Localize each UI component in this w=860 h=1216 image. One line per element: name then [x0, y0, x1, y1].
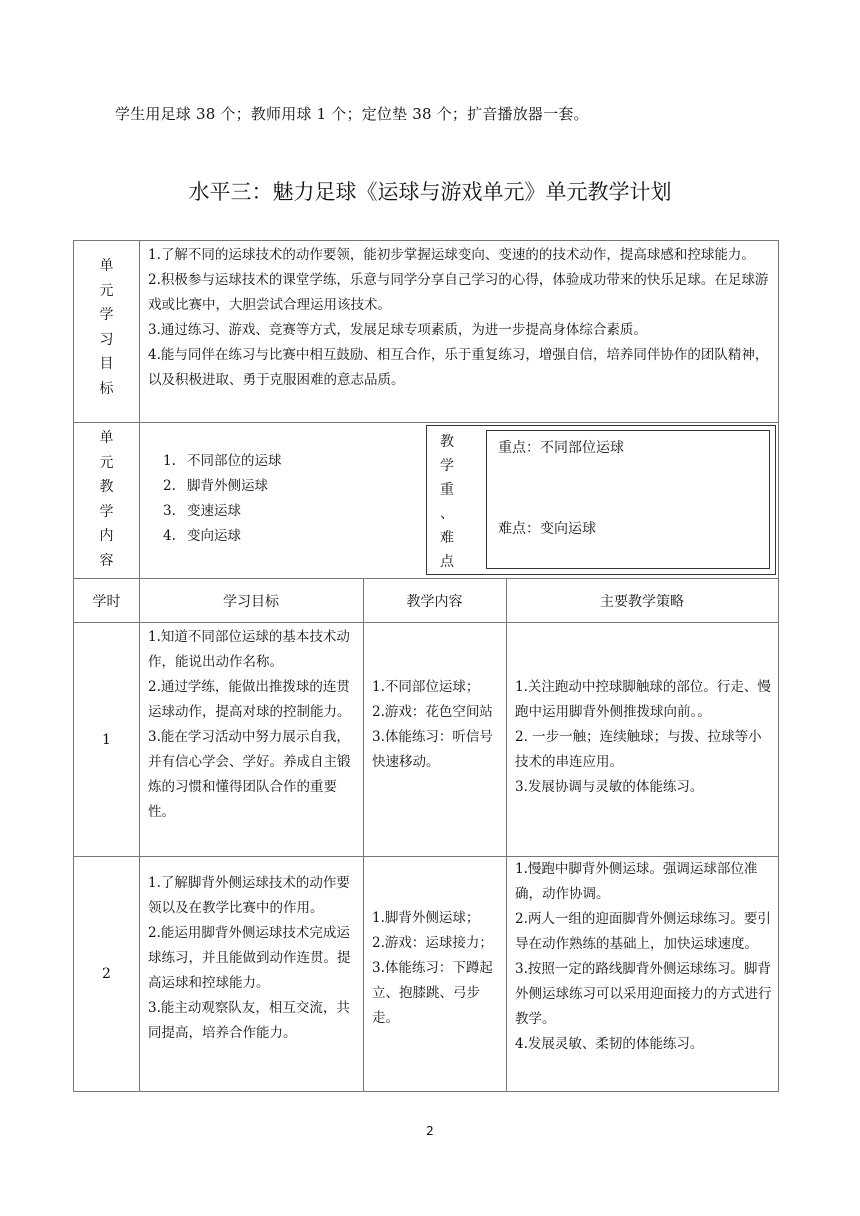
row-strategy-item: 2. 一步一触；连续触球；与拨、拉球等小技术的串连应用。: [515, 729, 762, 770]
label-char: 目: [99, 356, 114, 372]
page-number: 2: [426, 1124, 434, 1138]
goal-item: 4.能与同伴在练习与比赛中相互鼓励、相互合作，乐于重复练习，增强自信，培养同伴协作的团队精神，以及积极进取、勇于克服困难的意志品质。: [148, 347, 769, 388]
content-item-number: 1.: [163, 453, 176, 469]
row2-content: [372, 906, 501, 1031]
content-label-cell: [73, 422, 140, 579]
label-char: 学: [440, 458, 454, 474]
goals-label-cell: [73, 240, 140, 423]
row2-period: [73, 856, 140, 1092]
row-content-item: 3.体能练习：听信号快速移动。: [372, 729, 493, 770]
row1-goals: [148, 625, 357, 825]
row-content-item: 1.脚背外侧运球；: [372, 910, 480, 926]
row-content-item: 1.不同部位运球；: [372, 679, 480, 695]
label-char: 重: [440, 482, 454, 498]
keypoints-box: [426, 425, 776, 575]
label-char: 教: [440, 434, 454, 450]
row1-period: [73, 622, 140, 857]
row-goal-item: 2.能运用脚背外侧运球技术完成运球练习，并且能做到动作连贯。提高运球和控球能力。: [148, 925, 351, 991]
intro-line: 学生用足球 38 个；教师用球 1 个；定位垫 38 个；扩音播放器一套。: [115, 105, 589, 123]
content-item-text: 不同部位的运球: [187, 453, 282, 469]
label-char: 元: [99, 282, 114, 299]
goal-item: 1.了解不同的运球技术的动作要领，能初步掌握运球变向、变速的的技术动作，提高球感和控球能力。: [148, 247, 755, 263]
row-strategy-item: 1.关注跑动中控球脚触球的部位。行走、慢跑中运用脚背外侧推拨球向前。。: [515, 679, 771, 720]
content-cell: [139, 422, 425, 579]
label-char: 单: [99, 430, 114, 446]
row-goal-item: 1.了解脚背外侧运球技术的动作要领以及在教学比赛中的作用。: [148, 875, 350, 916]
label-char: 习: [99, 331, 114, 348]
label-char: 单: [99, 258, 114, 274]
keypoints-label: [432, 430, 462, 574]
row2-period-text: 2: [102, 966, 111, 982]
label-char: 教: [99, 479, 114, 495]
header-content: 教学内容: [363, 578, 507, 623]
row-strategy-item: 3.按照一定的路线脚背外侧运球练习。脚背外侧运球练习可以采用迎面接力的方式进行教学。: [515, 961, 772, 1027]
goal-item: 2.积极参与运球技术的课堂学练，乐意与同学分享自己学习的心得，体验成功带来的快乐足球。在足球游戏或比赛中，大胆尝试合理运用该技术。: [148, 272, 769, 313]
goals-cell: [139, 240, 779, 423]
content-item-number: 3.: [163, 503, 176, 519]
row2-strategy-cell: [506, 856, 779, 1092]
header-strategy: 主要教学策略: [506, 578, 779, 623]
content-item: [163, 524, 425, 549]
label-char: 容: [99, 552, 114, 569]
page-title: 水平三：魅力足球《运球与游戏单元》单元教学计划: [188, 180, 672, 204]
row-content-item: 3.体能练习：下蹲起立、抱膝跳、弓步走。: [372, 960, 493, 1026]
row-goal-item: 3.能在学习活动中努力展示自我，并有信心学会、学好。养成自主锻炼的习惯和懂得团队合作的重要性。: [148, 729, 351, 820]
label-char: 点: [440, 554, 454, 570]
row1-content-cell: [363, 622, 507, 857]
label-char: 标: [99, 380, 114, 397]
key-point: 重点：不同部位运球: [498, 440, 624, 456]
row1-strategy: [515, 675, 773, 800]
row1-content: [372, 675, 501, 775]
label-char: 内: [99, 528, 114, 544]
content-item-number: 4.: [163, 528, 176, 544]
label-char: 学: [99, 503, 114, 520]
content-item: [163, 499, 425, 524]
content-item: [163, 449, 425, 474]
goal-item: 3.通过练习、游戏、竞赛等方式，发展足球专项素质，为进一步提高身体综合素质。: [148, 322, 647, 338]
label-char: 、: [440, 506, 454, 522]
content-label: [74, 423, 139, 573]
label-char: 学: [99, 307, 114, 323]
difficult-point: 难点：变向运球: [498, 521, 596, 537]
row-strategy-item: 3.发展协调与灵敏的体能练习。: [515, 779, 704, 795]
content-item-text: 变速运球: [187, 503, 241, 519]
content-item-text: 变向运球: [187, 528, 241, 544]
content-item-text: 脚背外侧运球: [187, 478, 268, 494]
row-goal-item: 3.能主动观察队友，相互交流，共同提高，培养合作能力。: [148, 1000, 350, 1041]
goals-label: [74, 241, 139, 401]
row2-strategy: [515, 857, 773, 1057]
row1-period-text: 1: [102, 732, 111, 748]
row2-content-cell: [363, 856, 507, 1092]
content-item-number: 2.: [163, 478, 176, 494]
row-strategy-item: 4.发展灵敏、柔韧的体能练习。: [515, 1036, 704, 1052]
row2-goals-cell: [139, 856, 364, 1092]
row2-goals: [148, 871, 357, 1046]
row-goal-item: 1.知道不同部位运球的基本技术动作，能说出动作名称。: [148, 629, 350, 670]
header-goals: 学习目标: [139, 578, 364, 623]
header-period: 学时: [73, 578, 140, 623]
content-item: [163, 474, 425, 499]
label-char: 元: [99, 454, 114, 471]
keypoints-inner: [486, 430, 770, 569]
content-list: [163, 449, 425, 549]
row-strategy-item: 2.两人一组的迎面脚背外侧运球练习。要引导在动作熟练的基础上，加快运球速度。: [515, 911, 771, 952]
label-char: 难: [440, 530, 454, 546]
goals-list: [148, 243, 774, 393]
row1-goals-cell: [139, 622, 364, 857]
row-goal-item: 2.通过学练，能做出推拨球的连贯运球动作，提高对球的控制能力。: [148, 679, 351, 720]
row1-strategy-cell: [506, 622, 779, 857]
row-content-item: 2.游戏：花色空间站: [372, 704, 493, 720]
row-strategy-item: 1.慢跑中脚背外侧运球。强调运球部位准确，动作协调。: [515, 861, 758, 902]
row-content-item: 2.游戏：运球接力；: [372, 935, 493, 951]
